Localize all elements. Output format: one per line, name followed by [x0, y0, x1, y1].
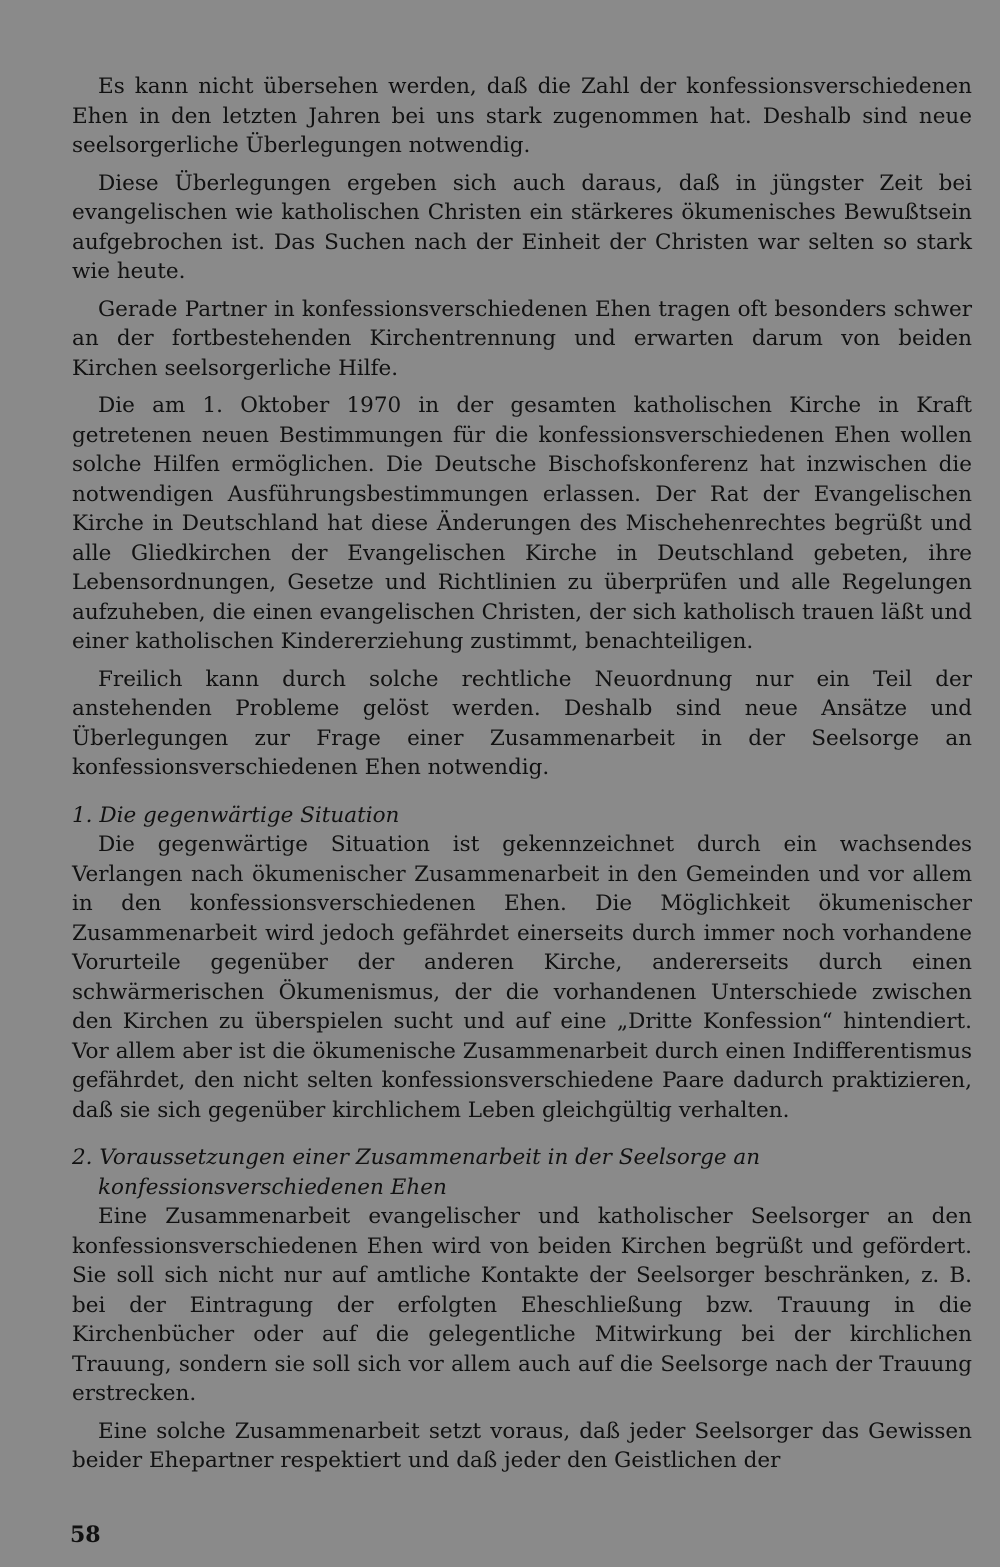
intro-paragraph-2: Diese Überlegungen ergeben sich auch daraus, daß in jüngster Zeit bei evangelischen wie katholischen Christen ein stärkeres ökumenisches Bewußtsein aufgebrochen ist. Das Suchen nach der Einheit der Christen war selten so stark wie heute.: [72, 170, 972, 284]
page-content: [72, 72, 972, 1476]
page-number: 58: [70, 1522, 101, 1548]
section-2-heading: 2. Voraussetzungen einer Zusammenarbeit in der Seelsorge an konfessionsverschiedenen Ehen: [72, 1145, 761, 1200]
intro-paragraph-1: Es kann nicht übersehen werden, daß die Zahl der konfessionsverschiedenen Ehen in den letzten Jahren bei uns stark zugenommen hat. Deshalb sind neue seelsorgerliche Überlegungen notwendig.: [72, 74, 972, 158]
intro-paragraph-3: Gerade Partner in konfessionsverschiedenen Ehen tragen oft besonders schwer an der fortbestehenden Kirchentrennung und erwarten darum von beiden Kirchen seelsorgerliche Hilfe.: [72, 296, 972, 381]
section-2-paragraph-1: Eine Zusammenarbeit evangelischer und katholischer Seelsorger an den konfessionsverschiedenen Ehen wird von beiden Kirchen begrüßt und gefördert. Sie soll sich nicht nur auf amtliche Kontakte der Seelsorger beschränken, z. B. bei der Eintragung der erfolgten Eheschließung bzw. Trauung in die Kirchenbücher oder auf die gelegentliche Mitwirkung bei der kirchlichen Trauung, sondern sie soll sich vor allem auch auf die Seelsorge nach der Trauung erstrecken.: [72, 1204, 972, 1406]
section-1-heading: 1. Die gegenwärtige Situation: [72, 802, 400, 828]
section-1-paragraph-1: Die gegenwärtige Situation ist gekennzeichnet durch ein wachsendes Verlangen nach ökumenischer Zusammenarbeit in den Gemeinden und vor allem in den konfessionsverschiedenen Ehen. Die Möglichkeit ökumenischer Zusammenarbeit wird jedoch gefährdet einerseits durch immer noch vorhandene Vorurteile gegenüber der anderen Kirche, andererseits durch einen schwärmerischen Ökumenismus, der die vorhandenen Unterschiede zwischen den Kirchen zu überspielen sucht und auf eine „Dritte Konfession“ hintendiert. Vor allem aber ist die ökumenische Zusammenarbeit durch einen Indifferentismus gefährdet, den nicht selten konfessionsverschiedene Paare dadurch praktizieren, daß sie sich gegenüber kirchlichem Leben gleichgültig verhalten.: [72, 832, 972, 1123]
intro-paragraph-5: Freilich kann durch solche rechtliche Neuordnung nur ein Teil der anstehenden Probleme gelöst werden. Deshalb sind neue Ansätze und Überlegungen zur Frage einer Zusammenarbeit in der Seelsorge an konfessionsverschiedenen Ehen notwendig.: [72, 666, 972, 780]
section-2-paragraph-2: Eine solche Zusammenarbeit setzt voraus, daß jeder Seelsorger das Gewissen beider Ehepartner respektiert und daß jeder den Geistlichen der: [72, 1418, 972, 1473]
intro-paragraph-4: Die am 1. Oktober 1970 in der gesamten katholischen Kirche in Kraft getretenen neuen Bestimmungen für die konfessionsverschiedenen Ehen wollen solche Hilfen ermöglichen. Die Deutsche Bischofskonferenz hat inzwischen die notwendigen Ausführungsbestimmungen erlassen. Der Rat der Evangelischen Kirche in Deutschland hat diese Änderungen des Mischehenrechtes begrüßt und alle Gliedkirchen der Evangelischen Kirche in Deutschland gebeten, ihre Lebensordnungen, Gesetze und Richtlinien zu überprüfen und alle Regelungen aufzuheben, die einen evangelischen Christen, der sich katholisch trauen läßt und einer katholischen Kindererziehung zustimmt, benachteiligen.: [72, 393, 972, 654]
